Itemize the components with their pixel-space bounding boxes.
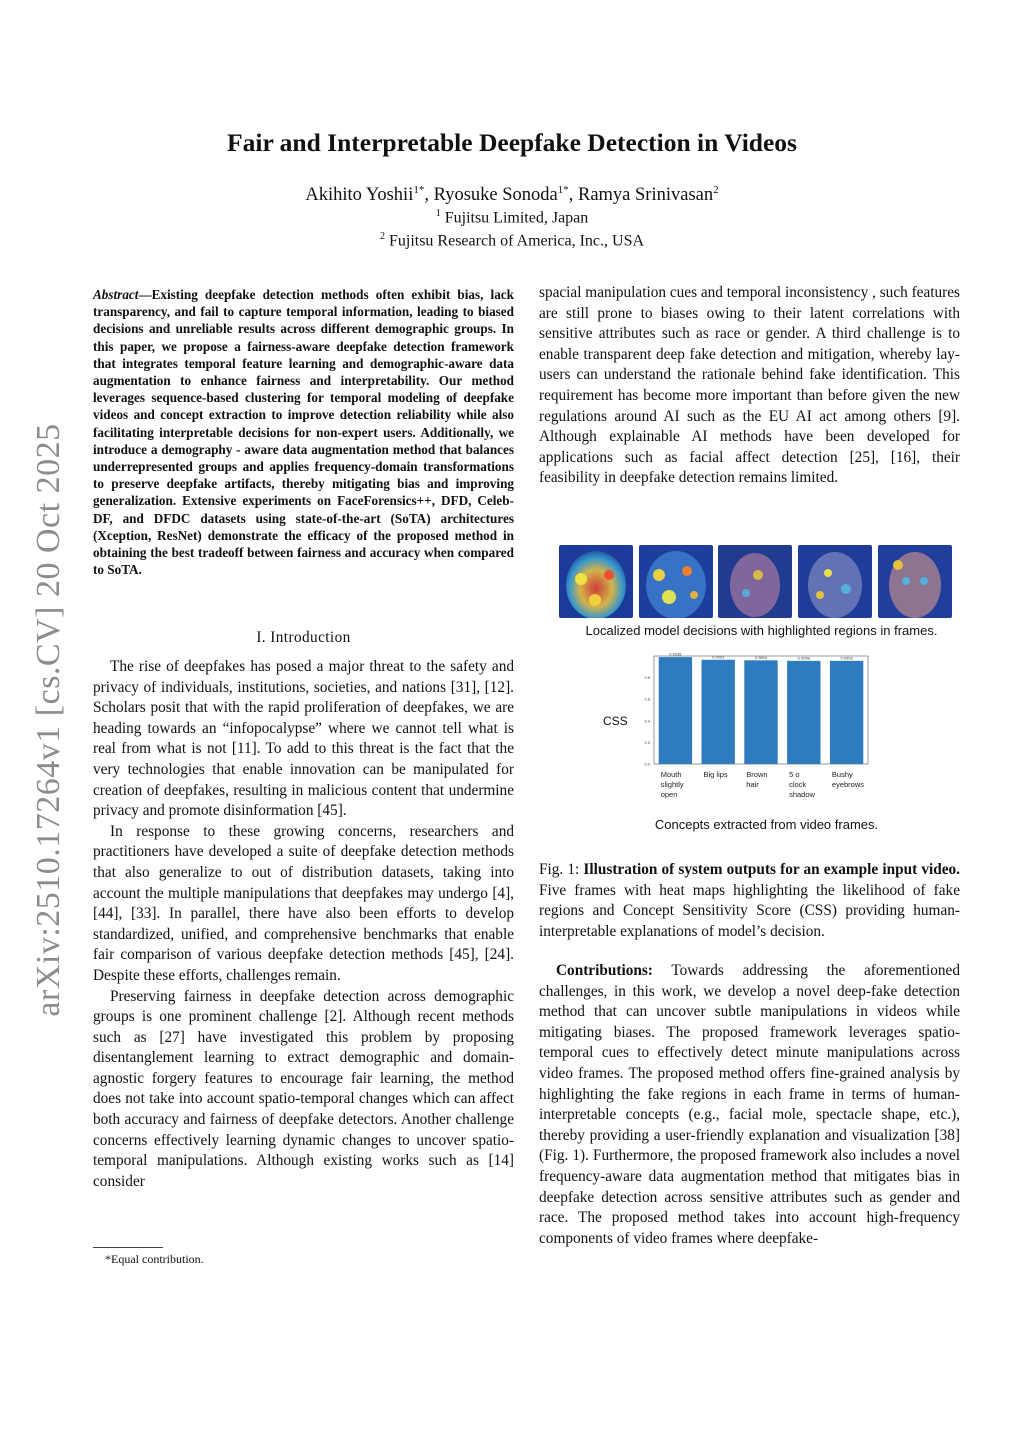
paper-title: Fair and Interpretable Deepfake Detection in Videos	[227, 128, 797, 157]
affiliation-text: Fujitsu Research of America, Inc., USA	[388, 232, 645, 250]
heatmap-strip	[559, 545, 954, 619]
css-bar	[830, 661, 863, 764]
bar-value-label: 0.9558	[840, 655, 853, 661]
contributions-paragraph	[539, 961, 960, 1249]
x-tick-label: Big lips	[703, 770, 728, 779]
heatmap-caption: Localized model decisions with highlighted regions in frames.	[585, 623, 938, 638]
heatmap-frame	[639, 545, 713, 618]
figure-caption	[539, 860, 960, 942]
chart-ylabel: CSS	[603, 714, 628, 728]
author-name: Ramya Srinivasan	[577, 185, 714, 206]
x-tick-label: Mouth slightly open	[660, 770, 684, 799]
y-tick-label: 0.8	[644, 675, 650, 681]
paragraph: The rise of deepfakes has posed a major threat to the safety and privacy of individuals, institutions, societies, and nations [31], [12]. Scholars posit that with the rapid proliferation of deepfakes, we are heading towards an “infopocalypse” where we cannot tell what is real from what is not [11]. To add to this threat is the fact that the very technologies that enable innovation can be manipulated for creation of deepfakes, resulting in malicious content that undermine privacy and promote disinformation [45].	[93, 658, 514, 820]
caption-label: Fig. 1:	[539, 861, 580, 878]
css-bar	[744, 660, 777, 764]
y-tick-label: 0.4	[644, 718, 650, 724]
author-name: Ryosuke Sonoda	[433, 185, 558, 206]
abstract-label: Abstract	[93, 287, 139, 302]
css-bar	[702, 660, 735, 764]
y-tick-label: 0.2	[644, 739, 650, 745]
contributions-label: Contributions:	[556, 962, 653, 979]
affiliation-sup: 1	[435, 208, 441, 219]
bar-value-label: 0.9558	[797, 655, 810, 661]
concepts-caption: Concepts extracted from video frames.	[654, 817, 879, 832]
contributions-text: Towards addressing the aforementioned challenges, in this work, we develop a novel deep-fake detection method that can uncover subtle manipulations in videos while mitigating biases. The proposed framework leverages spatio-temporal cues to effectively detect minute manipulations across video frames. The proposed method offers fine-grained analysis by highlighting the fake regions in each frame in terms of human-interpretable concepts (e.g., facial mole, spectacle shape, etc.), thereby providing a user-friendly explanation and visualization [38](Fig. 1). Furthermore, the proposed framework also includes a novel frequency-aware data augmentation method that mitigates bias in deepfake detection across sensitive attributes such as gender and race. The proposed method takes into account high-frequency components of video frames where deepfake-	[539, 962, 960, 1247]
bar-value-label: 0.9604	[754, 654, 768, 660]
affiliation-sup: 2	[379, 231, 385, 242]
right-column-paragraph	[539, 283, 960, 489]
bar-value-label: 0.9653	[712, 654, 725, 660]
css-bar-chart	[636, 652, 876, 802]
arxiv-side-stamp: arXiv:2510.17264v1 [cs.CV] 20 Oct 2025	[30, 423, 67, 1017]
bar-value-label: 0.9935	[669, 652, 682, 657]
css-bar	[787, 661, 820, 764]
abstract-text: Existing deepfake detection methods often exhibit bias, lack transparency, and fail to capture temporal information, leading to biased decisions and unreliable results across different demographic groups. In this paper, we propose a fairness-aware deepfake detection framework that integrates temporal feature learning and demographic-aware data augmentation to enhance fairness and interpretability. Our method leverages sequence-based clustering for temporal modeling of deepfake videos and concept extraction to improve detection reliability while also facilitating interpretable decisions for non-expert users. Additionally, we introduce a demography - aware data augmentation method that balances underrepresented groups and applies frequency-domain transformations to preserve deepfake artifacts, thereby mitigating bias and improving generalization. Extensive experiments on FaceForensics++, DFD, Celeb-DF, and DFDC datasets using state-of-the-art (SoTA) architectures (Xception, ResNet) demonstrate the efficacy of the proposed method in obtaining the best tradeoff between fairness and accuracy when compared to SoTA.	[93, 287, 514, 578]
section-heading-introduction: I. Introduction	[256, 629, 351, 646]
caption-text: Five frames with heat maps highlighting the likelihood of fake regions and Concept Sensitivity Score (CSS) providing human-interpretable explanations of model’s decision.	[539, 881, 960, 940]
affiliation	[0, 231, 1024, 250]
paragraph: Preserving fairness in deepfake detection across demographic groups is one prominent challenge [2]. Although recent methods such as [27] have investigated this problem by proposing disentanglement learning to extract demographic and domain-agnostic forgery features to encourage fair learning, the method does not take into account spatio-temporal changes which can affect both accuracy and fairness of deepfake detectors. Another challenge concerns effectively learning dynamic changes to uncover spatio-temporal manipulations. Although existing works such as [14] consider	[93, 987, 514, 1190]
heatmap-frame	[798, 545, 872, 618]
heatmap-frame	[878, 545, 952, 618]
caption-title: Illustration of system outputs for an example input video.	[583, 861, 960, 878]
author-list: Akihito Yoshii$^{1*}$, Ryosuke Sonoda$^{1*}$, Ramya Srinivasan$^2$	[305, 184, 719, 206]
paragraph: In response to these growing concerns, researchers and practitioners have developed a suite of deepfake detection methods that also generalize to out of distribution datasets, taking into account the multiple manipulations that deepfakes may undergo [4], [44], [33]. In parallel, there have also been efforts to develop standardized, unified, and comprehensive benchmarks that enable fair comparison of various deepfake detection methods [45], [24]. Despite these efforts, challenges remain.	[93, 822, 514, 984]
affiliation-text: Fujitsu Limited, Japan	[444, 209, 589, 227]
x-tick-label: Brown hair	[746, 770, 768, 789]
x-tick-label: 5 o clock shadow	[789, 770, 815, 799]
paragraph: spacial manipulation cues and temporal inconsistency , such features are still prone to biases owing to their latent correlations with sensitive attributes such as race or gender. A third challenge is to enable transparent deep fake detection and mitigation, whereby lay-users can understand the rationale behind fake identification. This requirement has become more important than before given the new regulations around AI such as the EU AI act among others [9]. Although explainable AI methods have been developed for applications such as facial affect detection [25], [16], their feasibility in deepfake detection remains limited.	[539, 284, 960, 487]
footnote: *Equal contribution.	[105, 1252, 204, 1266]
author-sup: 2	[713, 184, 719, 196]
y-tick-label: 0.0	[644, 761, 650, 767]
abstract: Abstract—Existing deepfake detection methods often exhibit bias, lack transparency, and fail to capture temporal information, leading to biased decisions and unreliable results across different demographic groups. In this paper, we propose a fairness-aware deepfake detection framework that integrates temporal feature learning and demographic-aware data augmentation to enhance fairness and interpretability. Our method leverages sequence-based clustering for temporal modeling of deepfake videos and concept extraction to improve detection reliability while also facilitating interpretable decisions for non-expert users. Additionally, we introduce a demography - aware data augmentation method that balances underrepresented groups and applies frequency-domain transformations to preserve deepfake artifacts, thereby mitigating bias and improving generalization. Extensive experiments on FaceForensics++, DFD, Celeb-DF, and DFDC datasets using state-of-the-art (SoTA) architectures (Xception, ResNet) demonstrate the efficacy of the proposed method in obtaining the best tradeoff between fairness and accuracy when compared to SoTA.	[93, 287, 514, 578]
heatmap-frame	[559, 545, 633, 618]
affiliation	[0, 208, 1024, 227]
author-sup: 1*	[413, 184, 425, 196]
footnote-rule	[93, 1247, 163, 1248]
y-tick-label: 0.6	[644, 696, 650, 702]
css-bar	[659, 657, 692, 764]
x-tick-label: Bushy eyebrows	[831, 770, 865, 789]
author-sup: 1*	[557, 184, 569, 196]
heatmap-frame	[718, 545, 792, 618]
author-name: Akihito Yoshii	[305, 185, 414, 206]
introduction-body	[93, 657, 514, 1192]
